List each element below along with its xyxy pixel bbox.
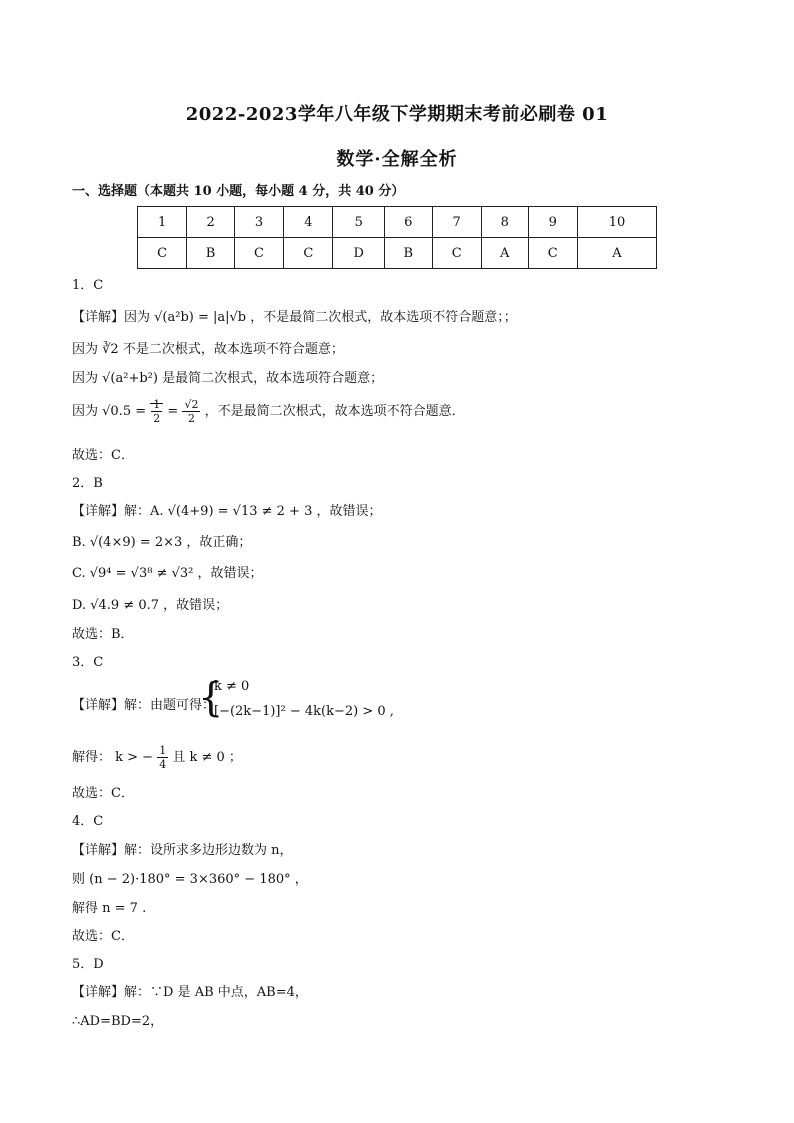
q3-line-2 xyxy=(72,744,242,771)
q3-line-1: 【详解】解：由题可得： xyxy=(72,698,216,713)
q3-heading: 3．C xyxy=(72,655,104,670)
answer-number-cell: 6 xyxy=(384,207,432,238)
q4-selection: 故选：C． xyxy=(72,929,134,944)
answer-letter-cell: D xyxy=(333,238,384,269)
answer-letter-cell: B xyxy=(384,238,432,269)
q3-selection: 故选：C． xyxy=(72,786,134,801)
answer-table-number-row xyxy=(138,207,657,238)
answer-number-cell: 7 xyxy=(432,207,481,238)
answer-letter-cell: A xyxy=(481,238,528,269)
answer-letter-cell: C xyxy=(528,238,577,269)
answer-letter-cell: C xyxy=(234,238,283,269)
q2-line-3: C. √9⁴ = √3⁸ ≠ √3² ，故错误； xyxy=(72,566,263,581)
answer-number-cell: 5 xyxy=(333,207,384,238)
q2-line-4: D. √4.9 ≠ 0.7 ，故错误； xyxy=(72,598,229,613)
q1-heading: 1．C xyxy=(72,278,104,293)
answer-letter-cell: A xyxy=(577,238,656,269)
document-title: 2022-2023学年八年级下学期期末考前必刷卷 01 xyxy=(185,104,609,125)
fraction-numerator: √2 xyxy=(184,398,199,411)
sqrt-fraction xyxy=(150,398,163,425)
q1-line-1: 【详解】因为 √(a²b) = |a|√b ，不是最简二次根式，故本选项不符合题意；； xyxy=(72,310,517,325)
q2-line-1: 【详解】解：A. √(4+9) = √13 ≠ 2 + 3 ，故错误； xyxy=(72,504,382,519)
q3-system-line-1: k ≠ 0 xyxy=(214,679,250,694)
q5-line-1: 【详解】解：∵D 是 AB 中点，AB=4， xyxy=(72,985,308,1000)
answer-table xyxy=(137,206,657,269)
answer-table-letter-row xyxy=(138,238,657,269)
q5-heading: 5．D xyxy=(72,957,104,972)
fraction xyxy=(182,398,200,425)
answer-letter-cell: C xyxy=(432,238,481,269)
q1-line-2: 因为 ∛2 不是二次根式，故本选项不符合题意； xyxy=(72,342,344,357)
q1-line-4-suffix: ，不是最简二次根式，故本选项不符合题意． xyxy=(204,404,465,419)
fraction-denominator: 4 xyxy=(159,758,167,771)
q1-line-4-prefix: 因为 √0.5 = xyxy=(72,404,151,419)
answer-number-cell: 3 xyxy=(234,207,283,238)
q2-line-2: B. √(4×9) = 2×3 ，故正确； xyxy=(72,535,252,550)
q1-line-4 xyxy=(72,398,465,425)
answer-number-cell: 9 xyxy=(528,207,577,238)
fraction xyxy=(151,398,162,425)
q2-heading: 2．B xyxy=(72,476,103,491)
q1-line-3: 因为 √(a²+b²) 是最简二次根式，故本选项符合题意； xyxy=(72,371,384,386)
q4-line-2: 则 (n − 2)·180° = 3×360° − 180° ， xyxy=(72,872,308,887)
q4-line-3: 解得 n = 7 . xyxy=(72,901,147,916)
answer-letter-cell: B xyxy=(187,238,235,269)
q3-line-2-prefix: 解得： k > − xyxy=(72,750,154,765)
q5-line-2: ∴AD=BD=2， xyxy=(72,1014,164,1029)
fraction xyxy=(157,744,168,771)
fraction-numerator: 1 xyxy=(153,398,161,411)
answer-number-cell: 1 xyxy=(138,207,187,238)
fraction-numerator: 1 xyxy=(159,744,167,757)
fraction-denominator: 2 xyxy=(187,412,195,425)
q2-selection: 故选：B． xyxy=(72,627,134,642)
q1-selection: 故选：C． xyxy=(72,448,134,463)
answer-number-cell: 2 xyxy=(187,207,235,238)
fraction-denominator: 2 xyxy=(153,412,161,425)
answer-letter-cell: C xyxy=(138,238,187,269)
system-brace: { xyxy=(198,675,224,721)
q4-line-1: 【详解】解：设所求多边形边数为 n， xyxy=(72,843,293,858)
q3-system-line-2: [−(2k−1)]² − 4k(k−2) > 0 , xyxy=(214,704,394,719)
answer-number-cell: 8 xyxy=(481,207,528,238)
document-subtitle: 数学·全解全析 xyxy=(336,149,458,170)
q4-heading: 4．C xyxy=(72,814,104,829)
answer-number-cell: 4 xyxy=(284,207,333,238)
section-heading: 一、选择题（本题共 10 小题，每小题 4 分，共 40 分） xyxy=(72,184,405,199)
equals-sign: = xyxy=(167,404,179,419)
answer-letter-cell: C xyxy=(284,238,333,269)
answer-number-cell: 10 xyxy=(577,207,656,238)
q3-line-2-suffix: 且 k ≠ 0 ； xyxy=(172,750,242,765)
